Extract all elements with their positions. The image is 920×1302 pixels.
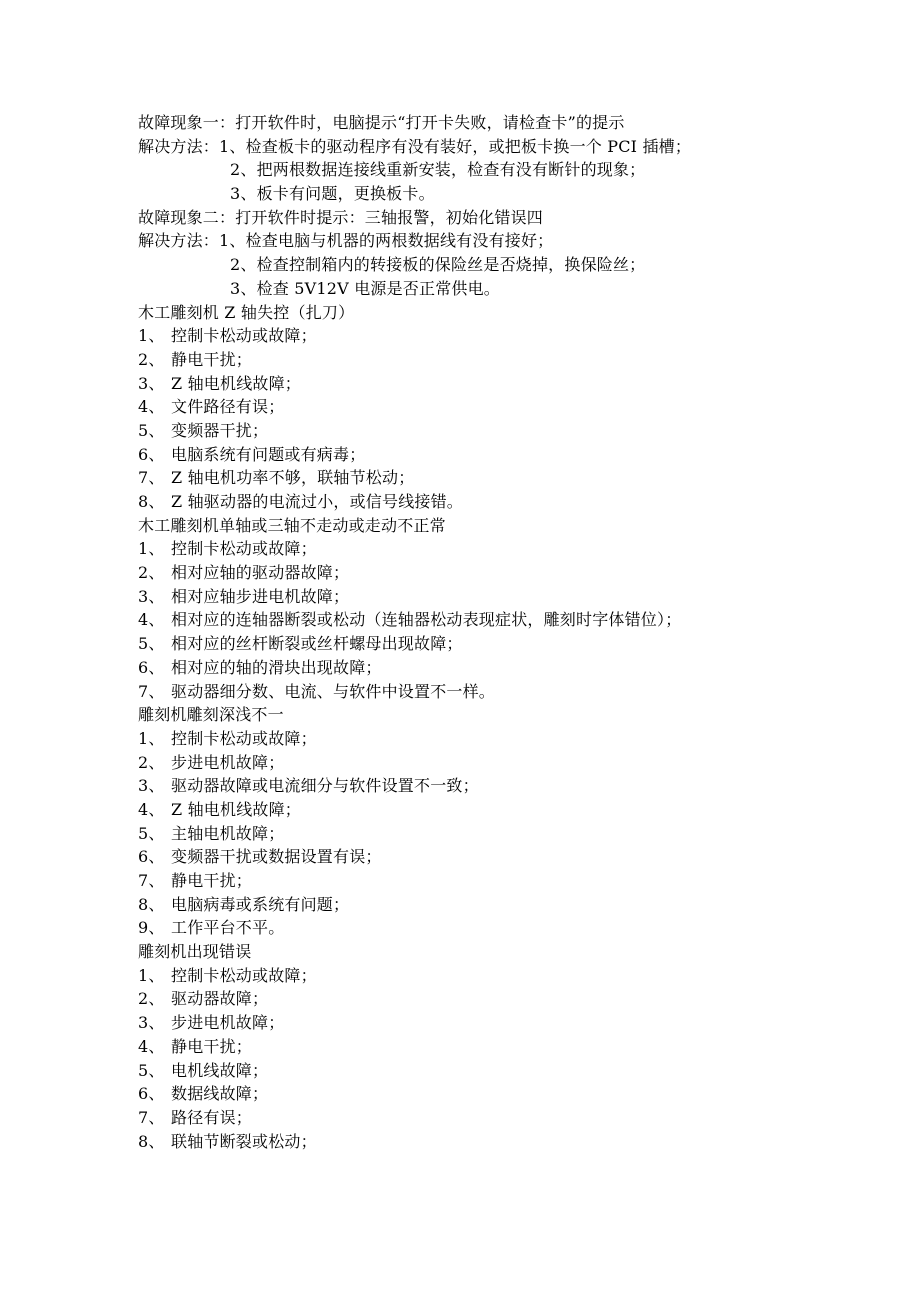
list-item	[138, 419, 898, 443]
list-item-number: 2、	[138, 349, 165, 369]
fault1-solution-2: 2、把两根数据连接线重新安装，检查有没有断针的现象；	[230, 160, 646, 180]
list-item-number: 1、	[138, 728, 165, 748]
list-item-text: Z 轴电机功率不够，联轴节松动；	[171, 468, 415, 488]
fault1-solution-1: 解决方法：1、检查板卡的驱动程序有没有装好，或把板卡换一个 PCI 插槽；	[138, 136, 692, 156]
list-item-number: 8、	[138, 894, 165, 914]
section-depth-title: 雕刻机雕刻深浅不一	[138, 705, 284, 725]
list-item-text: 驱动器故障或电流细分与软件设置不一致；	[171, 776, 479, 796]
list-item-text: 变频器干扰或数据设置有误；	[171, 847, 382, 867]
list-item-number: 3、	[138, 373, 165, 393]
list-item	[138, 869, 898, 893]
list-item-number: 6、	[138, 444, 165, 464]
list-item	[138, 774, 898, 798]
list-item	[138, 324, 898, 348]
list-item-text: 步进电机故障；	[171, 1013, 285, 1033]
list-item-number: 8、	[138, 492, 165, 511]
fault1-solution-3: 3、板卡有问题，更换板卡。	[230, 184, 435, 204]
list-item-text: 相对应的连轴器断裂或松动（连轴器松动表现症状，雕刻时字体错位）；	[171, 610, 682, 630]
list-item-text: 工作平台不平。	[171, 918, 285, 938]
list-item	[138, 1011, 898, 1035]
list-item	[138, 443, 898, 467]
list-item-text: 相对应轴步进电机故障；	[171, 586, 350, 606]
list-item-number: 5、	[138, 1060, 165, 1080]
list-item-number: 7、	[138, 871, 165, 890]
list-item-text: 控制卡松动或故障；	[171, 326, 317, 346]
list-item-number: 2、	[138, 752, 165, 772]
list-item	[138, 987, 898, 1011]
list-item-text: 变频器干扰；	[171, 420, 269, 440]
list-item	[138, 727, 898, 751]
list-item	[138, 1059, 898, 1083]
list-item-number: 4、	[138, 610, 165, 630]
list-item-number: 3、	[138, 1013, 165, 1033]
list-item-number: 5、	[138, 420, 165, 440]
list-item	[138, 585, 898, 609]
list-item-text: 静电干扰；	[171, 871, 253, 890]
fault1-title: 故障现象一：打开软件时，电脑提示“打开卡失败，请检查卡”的提示	[138, 113, 625, 132]
fault2-title: 故障现象二：打开软件时提示：三轴报警，初始化错误四	[138, 207, 544, 227]
section-error-title: 雕刻机出现错误	[138, 942, 252, 962]
list-item	[138, 537, 898, 561]
list-item	[138, 656, 898, 680]
list-item	[138, 561, 898, 585]
list-item-number: 4、	[138, 799, 165, 819]
list-item-text: 联轴节断裂或松动；	[171, 1131, 317, 1151]
list-item	[138, 490, 898, 514]
list-item-number: 7、	[138, 681, 165, 701]
list-item-text: 静电干扰；	[171, 349, 253, 369]
list-item-text: Z 轴电机线故障；	[171, 373, 302, 393]
list-item-number: 8、	[138, 1131, 165, 1151]
list-item-text: 文件路径有误；	[171, 397, 285, 417]
list-item	[138, 466, 898, 490]
list-item-number: 1、	[138, 965, 165, 985]
list-item	[138, 1035, 898, 1059]
list-item-text: 数据线故障；	[171, 1084, 269, 1104]
list-item	[138, 372, 898, 396]
list-item-text: 驱动器故障；	[171, 989, 269, 1009]
list-item	[138, 348, 898, 372]
list-item-text: 主轴电机故障；	[171, 823, 285, 843]
list-item-text: 驱动器细分数、电流、与软件中设置不一样。	[171, 681, 496, 701]
list-item-number: 5、	[138, 823, 165, 843]
list-item	[138, 916, 898, 940]
list-item	[138, 632, 898, 656]
list-item-number: 7、	[138, 1107, 165, 1127]
list-item-text: 相对应的丝杆断裂或丝杆螺母出现故障；	[171, 634, 463, 654]
list-item-number: 6、	[138, 847, 165, 867]
list-item-text: 步进电机故障；	[171, 752, 285, 772]
list-item-text: 相对应的轴的滑块出现故障；	[171, 657, 382, 677]
list-item-text: 静电干扰；	[171, 1036, 253, 1056]
list-item	[138, 798, 898, 822]
section-axis-title: 木工雕刻机单轴或三轴不走动或走动不正常	[138, 515, 446, 535]
list-item	[138, 1082, 898, 1106]
list-item-text: 路径有误；	[171, 1107, 253, 1127]
list-item-text: Z 轴驱动器的电流过小，或信号线接错。	[171, 492, 464, 511]
list-item-number: 2、	[138, 563, 165, 583]
list-item-number: 6、	[138, 1084, 165, 1104]
list-item-number: 3、	[138, 776, 165, 796]
list-item-number: 9、	[138, 918, 165, 938]
list-item	[138, 608, 898, 632]
list-item-number: 7、	[138, 468, 165, 488]
list-item	[138, 893, 898, 917]
section-z-title: 木工雕刻机 Z 轴失控（扎刀）	[138, 302, 355, 322]
list-item	[138, 680, 898, 704]
list-item-text: 控制卡松动或故障；	[171, 728, 317, 748]
list-item-text: 控制卡松动或故障；	[171, 539, 317, 559]
list-item-text: 控制卡松动或故障；	[171, 965, 317, 985]
list-item	[138, 1106, 898, 1130]
fault2-solution-1: 解决方法：1、检查电脑与机器的两根数据线有没有接好；	[138, 231, 554, 251]
list-item-text: 电脑系统有问题或有病毒；	[171, 444, 366, 464]
fault2-solution-2: 2、检查控制箱内的转接板的保险丝是否烧掉，换保险丝；	[230, 255, 646, 275]
list-item	[138, 845, 898, 869]
list-item	[138, 395, 898, 419]
list-item-number: 4、	[138, 1036, 165, 1056]
list-item-number: 1、	[138, 539, 165, 559]
list-item-text: Z 轴电机线故障；	[171, 799, 302, 819]
list-item-number: 1、	[138, 326, 165, 346]
list-item-number: 5、	[138, 634, 165, 654]
list-item-number: 4、	[138, 397, 165, 417]
list-item	[138, 751, 898, 775]
list-item-text: 电脑病毒或系统有问题；	[171, 894, 350, 914]
list-item	[138, 1130, 898, 1154]
list-item	[138, 822, 898, 846]
list-item-text: 电机线故障；	[171, 1060, 269, 1080]
list-item-number: 2、	[138, 989, 165, 1009]
list-item-number: 3、	[138, 586, 165, 606]
list-item-text: 相对应轴的驱动器故障；	[171, 563, 350, 583]
fault2-solution-3: 3、检查 5V12V 电源是否正常供电。	[230, 278, 501, 298]
document-page	[138, 111, 898, 1153]
list-item-number: 6、	[138, 657, 165, 677]
list-item	[138, 964, 898, 988]
